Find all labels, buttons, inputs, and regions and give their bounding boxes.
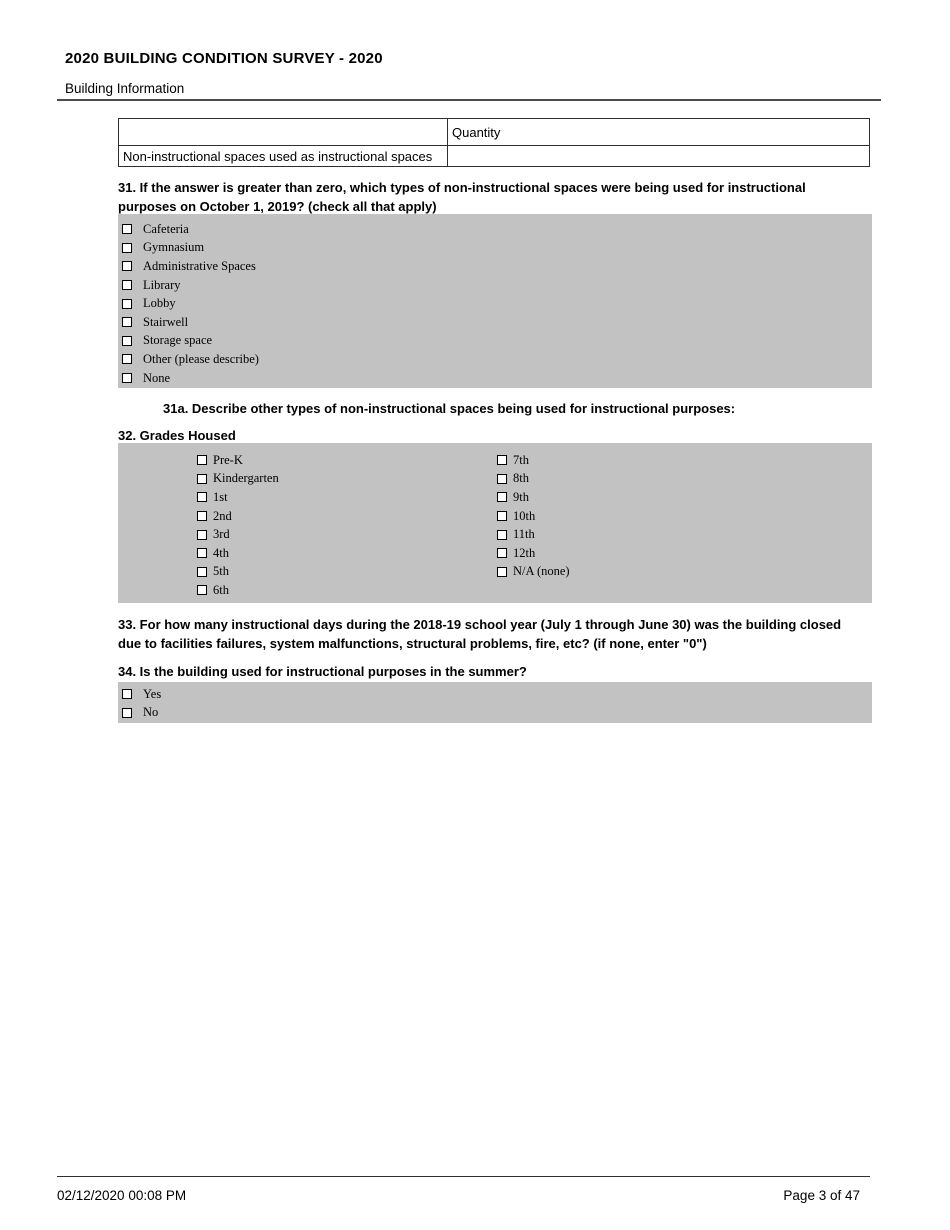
q34-option-label: No	[143, 705, 159, 720]
doc-title: 2020 BUILDING CONDITION SURVEY - 2020	[65, 50, 383, 67]
checkbox-icon[interactable]	[197, 511, 207, 521]
q31-option-other[interactable]	[118, 350, 872, 369]
q31-option-library[interactable]	[118, 276, 872, 295]
checkbox-icon[interactable]	[197, 455, 207, 465]
checkbox-icon[interactable]	[122, 336, 132, 346]
q31-option-none[interactable]	[118, 369, 872, 388]
q31-option-label: None	[143, 370, 171, 385]
grade-option-label: 1st	[213, 489, 228, 504]
grade-option-label: 4th	[213, 545, 229, 560]
q31-option-lobby[interactable]	[118, 294, 872, 313]
grade-option-label: 11th	[513, 527, 535, 542]
grade-option-label: Pre-K	[213, 452, 243, 467]
grade-option-10th[interactable]	[497, 507, 570, 526]
grade-option-label: 9th	[513, 489, 529, 504]
q31-option-administrative-spaces[interactable]	[118, 257, 872, 276]
checkbox-icon[interactable]	[497, 567, 507, 577]
checkbox-icon[interactable]	[497, 530, 507, 540]
footer-timestamp: 02/12/2020 00:08 PM	[57, 1188, 187, 1203]
checkbox-icon[interactable]	[122, 299, 132, 309]
q34-option-label: Yes	[143, 686, 162, 701]
q31-option-storage-space[interactable]	[118, 332, 872, 351]
footer-page-number: Page 3 of 47	[783, 1188, 860, 1203]
checkbox-icon[interactable]	[197, 530, 207, 540]
grade-option-3rd[interactable]	[197, 525, 279, 544]
grade-option-label: 12th	[513, 545, 536, 560]
grades-column-right	[497, 451, 570, 581]
grade-option-label: 7th	[513, 452, 529, 467]
checkbox-icon[interactable]	[197, 585, 207, 595]
quantity-value-cell[interactable]	[448, 146, 870, 167]
checkbox-icon[interactable]	[122, 280, 132, 290]
q31-option-label: Gymnasium	[143, 240, 205, 255]
grades-panel	[118, 443, 872, 603]
question-34: 34. Is the building used for instructional purposes in the summer?	[118, 664, 527, 679]
q31-option-cafeteria[interactable]	[118, 220, 872, 239]
checkbox-icon[interactable]	[197, 492, 207, 502]
checkbox-icon[interactable]	[122, 689, 132, 699]
checkbox-icon[interactable]	[122, 708, 132, 718]
grades-column-left	[197, 451, 279, 600]
checkbox-icon[interactable]	[122, 261, 132, 271]
grade-option-label: 2nd	[213, 508, 232, 523]
question-33: 33. For how many instructional days during the 2018-19 school year (July 1 through June 30) was the building closed due to facilities failures, system malfunctions, structural problems, fire, etc? (if none, enter "0")	[118, 617, 842, 651]
q34-option-no[interactable]	[118, 704, 872, 723]
grade-option-6th[interactable]	[197, 581, 279, 600]
quantity-column-header: Quantity	[448, 119, 870, 146]
q31-options-panel	[118, 214, 872, 388]
checkbox-icon[interactable]	[497, 548, 507, 558]
checkbox-icon[interactable]	[122, 224, 132, 234]
grade-option-4th[interactable]	[197, 544, 279, 563]
section-title: Building Information	[65, 81, 185, 96]
checkbox-icon[interactable]	[497, 511, 507, 521]
grade-option-label: N/A (none)	[513, 564, 570, 579]
grade-option-2nd[interactable]	[197, 507, 279, 526]
q31-option-label: Other (please describe)	[143, 351, 259, 366]
section-divider	[57, 99, 881, 101]
q31-option-gymnasium[interactable]	[118, 239, 872, 258]
checkbox-icon[interactable]	[197, 548, 207, 558]
q31-option-stairwell[interactable]	[118, 313, 872, 332]
grade-option-label: 10th	[513, 508, 536, 523]
checkbox-icon[interactable]	[497, 474, 507, 484]
q31-option-label: Cafeteria	[143, 221, 189, 236]
grade-option-label: 3rd	[213, 527, 230, 542]
grade-option-1st[interactable]	[197, 488, 279, 507]
grade-option-11th[interactable]	[497, 525, 570, 544]
checkbox-icon[interactable]	[197, 567, 207, 577]
checkbox-icon[interactable]	[122, 373, 132, 383]
q34-options-panel	[118, 682, 872, 723]
grade-option-label: 5th	[213, 564, 229, 579]
q31-option-label: Lobby	[143, 296, 176, 311]
grade-option-label: 6th	[213, 582, 229, 597]
question-31a: 31a. Describe other types of non-instructional spaces being used for instructional purposes:	[163, 401, 736, 416]
empty-header-cell	[119, 119, 448, 146]
table-header-row	[119, 119, 870, 146]
footer-divider	[57, 1176, 870, 1177]
checkbox-icon[interactable]	[122, 317, 132, 327]
checkbox-icon[interactable]	[197, 474, 207, 484]
question-32: 32. Grades Housed	[118, 428, 236, 443]
table-row	[119, 146, 870, 167]
grade-option-pre-k[interactable]	[197, 451, 279, 470]
q31-option-label: Storage space	[143, 333, 213, 348]
grade-option-12th[interactable]	[497, 544, 570, 563]
grade-option-label: Kindergarten	[213, 471, 279, 486]
checkbox-icon[interactable]	[122, 243, 132, 253]
noninstructional-row-label: Non-instructional spaces used as instructional spaces	[119, 146, 448, 167]
noninstructional-table	[118, 118, 870, 167]
grade-option-label: 8th	[513, 471, 529, 486]
grade-option-9th[interactable]	[497, 488, 570, 507]
q31-option-label: Administrative Spaces	[143, 258, 256, 273]
question-31: 31. If the answer is greater than zero, which types of non-instructional spaces were being used for instructional purposes on October 1, 2019? (check all that apply)	[118, 180, 806, 214]
q34-option-yes[interactable]	[118, 685, 872, 704]
grade-option-na-none[interactable]	[497, 563, 570, 582]
grade-option-8th[interactable]	[497, 470, 570, 489]
checkbox-icon[interactable]	[497, 492, 507, 502]
q31-option-label: Stairwell	[143, 314, 189, 329]
checkbox-icon[interactable]	[122, 354, 132, 364]
grade-option-kindergarten[interactable]	[197, 470, 279, 489]
grade-option-5th[interactable]	[197, 563, 279, 582]
checkbox-icon[interactable]	[497, 455, 507, 465]
q31-option-label: Library	[143, 277, 181, 292]
grade-option-7th[interactable]	[497, 451, 570, 470]
